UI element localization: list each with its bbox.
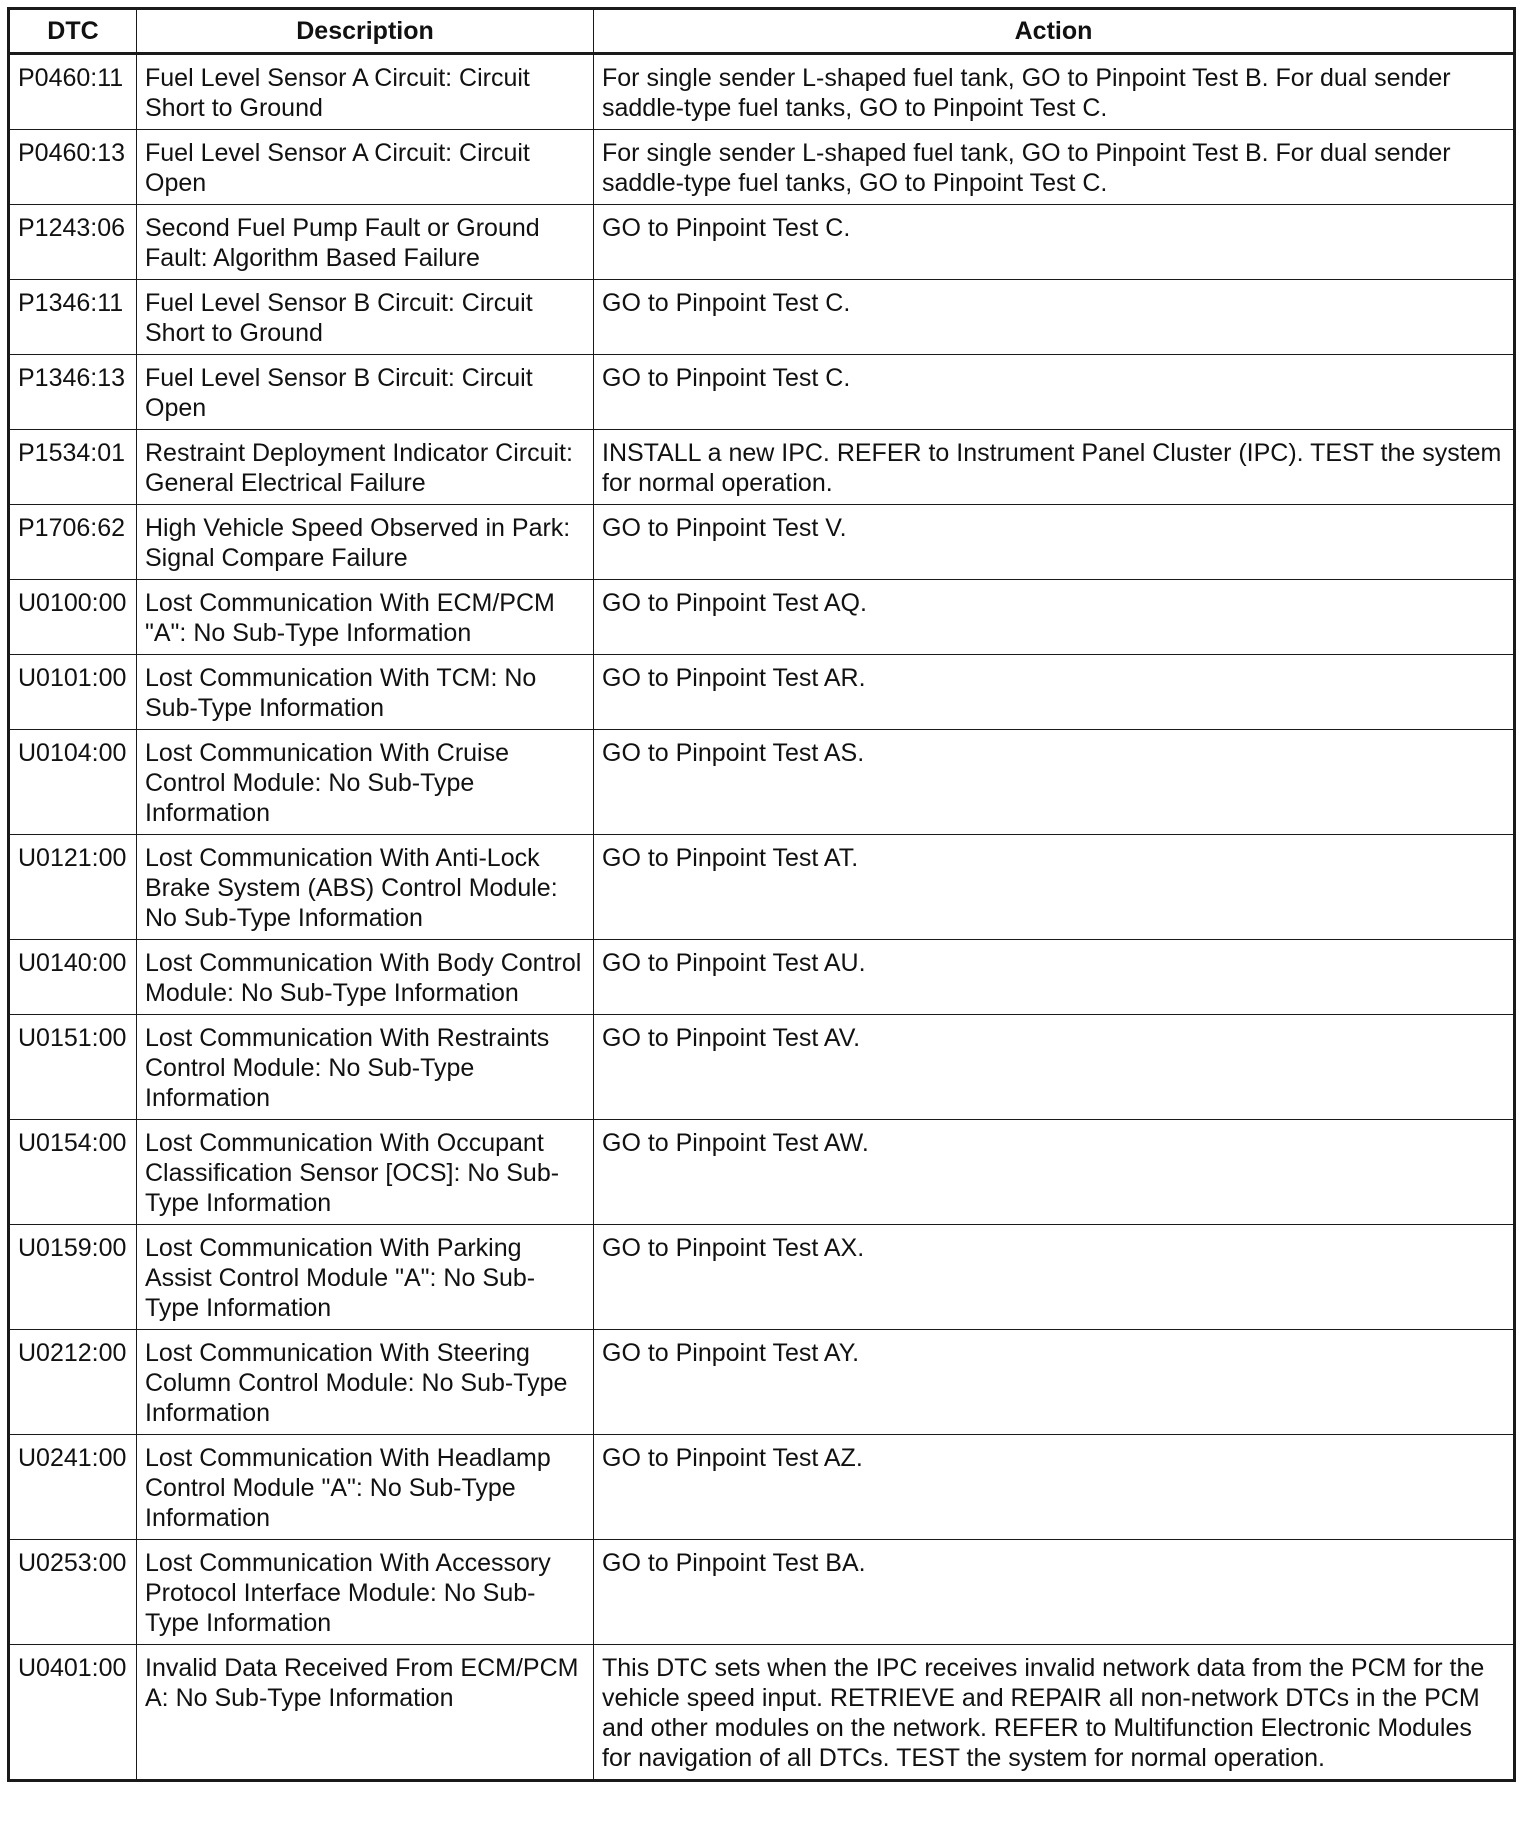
table-row: [9, 505, 1515, 580]
table-row: [9, 1330, 1515, 1435]
dtc-code-cell: U0241:00: [9, 1435, 137, 1540]
action-cell: GO to Pinpoint Test AR.: [594, 655, 1515, 730]
description-cell: Lost Communication With Body Control Module: No Sub-Type Information: [137, 940, 594, 1015]
header-action: Action: [594, 9, 1515, 54]
dtc-code-cell: P1706:62: [9, 505, 137, 580]
table-row: [9, 280, 1515, 355]
action-cell: For single sender L-shaped fuel tank, GO to Pinpoint Test B. For dual sender saddle-type fuel tanks, GO to Pinpoint Test C.: [594, 54, 1515, 130]
header-dtc: DTC: [9, 9, 137, 54]
dtc-code-cell: U0104:00: [9, 730, 137, 835]
description-cell: Lost Communication With Accessory Protocol Interface Module: No Sub-Type Information: [137, 1540, 594, 1645]
description-cell: Fuel Level Sensor A Circuit: Circuit Open: [137, 130, 594, 205]
description-cell: Fuel Level Sensor B Circuit: Circuit Open: [137, 355, 594, 430]
dtc-code-cell: P1534:01: [9, 430, 137, 505]
header-row: [9, 9, 1515, 54]
header-description: Description: [137, 9, 594, 54]
description-cell: Lost Communication With Steering Column Control Module: No Sub-Type Information: [137, 1330, 594, 1435]
description-cell: Restraint Deployment Indicator Circuit: General Electrical Failure: [137, 430, 594, 505]
action-cell: GO to Pinpoint Test AZ.: [594, 1435, 1515, 1540]
description-cell: Fuel Level Sensor A Circuit: Circuit Short to Ground: [137, 54, 594, 130]
action-cell: GO to Pinpoint Test V.: [594, 505, 1515, 580]
dtc-code-cell: P0460:13: [9, 130, 137, 205]
dtc-code-cell: U0212:00: [9, 1330, 137, 1435]
action-cell: GO to Pinpoint Test C.: [594, 355, 1515, 430]
action-cell: For single sender L-shaped fuel tank, GO to Pinpoint Test B. For dual sender saddle-type fuel tanks, GO to Pinpoint Test C.: [594, 130, 1515, 205]
table-row: [9, 1540, 1515, 1645]
action-cell: GO to Pinpoint Test C.: [594, 205, 1515, 280]
table-row: [9, 205, 1515, 280]
action-cell: GO to Pinpoint Test AS.: [594, 730, 1515, 835]
table-row: [9, 430, 1515, 505]
description-cell: Lost Communication With Parking Assist Control Module "A": No Sub-Type Information: [137, 1225, 594, 1330]
table-row: [9, 1015, 1515, 1120]
table-row: [9, 130, 1515, 205]
description-cell: Second Fuel Pump Fault or Ground Fault: Algorithm Based Failure: [137, 205, 594, 280]
dtc-code-cell: U0101:00: [9, 655, 137, 730]
dtc-code-cell: U0100:00: [9, 580, 137, 655]
dtc-code-cell: U0401:00: [9, 1645, 137, 1781]
dtc-table: [7, 7, 1516, 1782]
table-row: [9, 1120, 1515, 1225]
action-cell: GO to Pinpoint Test AT.: [594, 835, 1515, 940]
table-row: [9, 940, 1515, 1015]
action-cell: GO to Pinpoint Test AV.: [594, 1015, 1515, 1120]
action-cell: INSTALL a new IPC. REFER to Instrument Panel Cluster (IPC). TEST the system for normal operation.: [594, 430, 1515, 505]
table-row: [9, 54, 1515, 130]
table-row: [9, 355, 1515, 430]
table-body: [9, 54, 1515, 1781]
action-cell: GO to Pinpoint Test C.: [594, 280, 1515, 355]
description-cell: Lost Communication With Anti-Lock Brake System (ABS) Control Module: No Sub-Type Information: [137, 835, 594, 940]
description-cell: Lost Communication With Occupant Classification Sensor [OCS]: No Sub-Type Information: [137, 1120, 594, 1225]
dtc-code-cell: P1346:13: [9, 355, 137, 430]
dtc-code-cell: U0121:00: [9, 835, 137, 940]
description-cell: Lost Communication With ECM/PCM "A": No Sub-Type Information: [137, 580, 594, 655]
action-cell: GO to Pinpoint Test BA.: [594, 1540, 1515, 1645]
dtc-code-cell: P1346:11: [9, 280, 137, 355]
description-cell: Invalid Data Received From ECM/PCM A: No Sub-Type Information: [137, 1645, 594, 1781]
dtc-code-cell: U0154:00: [9, 1120, 137, 1225]
dtc-code-cell: U0253:00: [9, 1540, 137, 1645]
action-cell: GO to Pinpoint Test AW.: [594, 1120, 1515, 1225]
dtc-code-cell: P0460:11: [9, 54, 137, 130]
action-cell: GO to Pinpoint Test AX.: [594, 1225, 1515, 1330]
action-cell: GO to Pinpoint Test AU.: [594, 940, 1515, 1015]
table-row: [9, 1435, 1515, 1540]
dtc-code-cell: P1243:06: [9, 205, 137, 280]
description-cell: Fuel Level Sensor B Circuit: Circuit Short to Ground: [137, 280, 594, 355]
description-cell: Lost Communication With TCM: No Sub-Type Information: [137, 655, 594, 730]
description-cell: Lost Communication With Cruise Control Module: No Sub-Type Information: [137, 730, 594, 835]
dtc-code-cell: U0151:00: [9, 1015, 137, 1120]
description-cell: High Vehicle Speed Observed in Park: Signal Compare Failure: [137, 505, 594, 580]
table-row: [9, 835, 1515, 940]
description-cell: Lost Communication With Headlamp Control Module "A": No Sub-Type Information: [137, 1435, 594, 1540]
table-row: [9, 580, 1515, 655]
action-cell: This DTC sets when the IPC receives invalid network data from the PCM for the vehicle speed input. RETRIEVE and REPAIR all non-network DTCs in the PCM and other modules on the network. REFER to Multifunction Electronic Modules for navigation of all DTCs. TEST the system for normal operation.: [594, 1645, 1515, 1781]
dtc-code-cell: U0140:00: [9, 940, 137, 1015]
description-cell: Lost Communication With Restraints Control Module: No Sub-Type Information: [137, 1015, 594, 1120]
table-row: [9, 1225, 1515, 1330]
table-row: [9, 655, 1515, 730]
table-row: [9, 1645, 1515, 1781]
action-cell: GO to Pinpoint Test AY.: [594, 1330, 1515, 1435]
dtc-code-cell: U0159:00: [9, 1225, 137, 1330]
action-cell: GO to Pinpoint Test AQ.: [594, 580, 1515, 655]
table-row: [9, 730, 1515, 835]
